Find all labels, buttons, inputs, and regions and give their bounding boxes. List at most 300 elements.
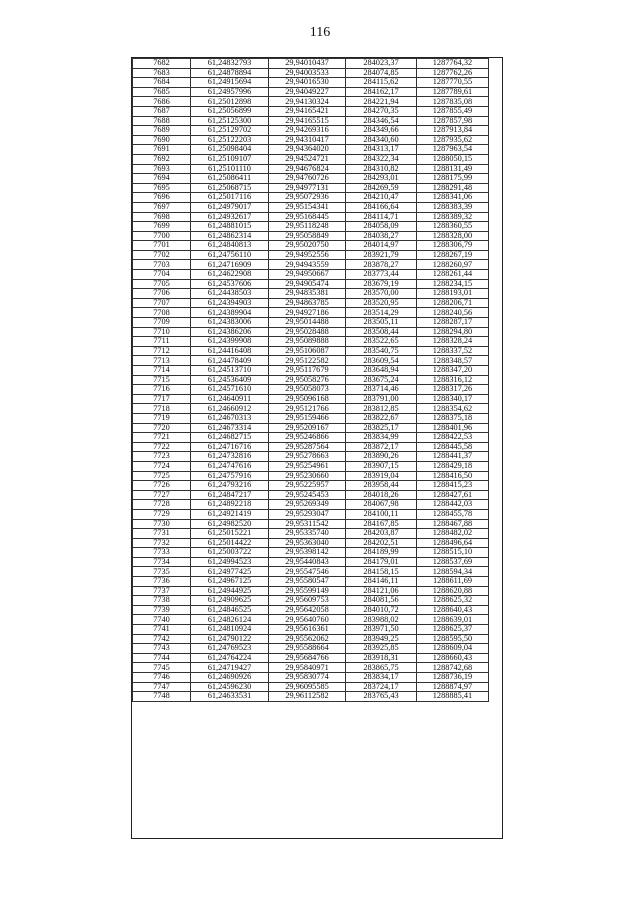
- table-cell: 284167,85: [346, 519, 417, 529]
- table-cell: 7687: [133, 106, 191, 116]
- table-cell: 7740: [133, 615, 191, 625]
- table-cell: 283919,04: [346, 471, 417, 481]
- table-cell: 29,95269349: [269, 500, 346, 510]
- table-cell: 29,95096168: [269, 394, 346, 404]
- table-cell: 61,25101110: [191, 164, 269, 174]
- table-cell: 61,25098404: [191, 145, 269, 155]
- table-row: [133, 423, 489, 433]
- table-cell: 7725: [133, 471, 191, 481]
- table-cell: 283958,44: [346, 481, 417, 491]
- table-row: [133, 490, 489, 500]
- table-cell: 7737: [133, 586, 191, 596]
- table-row: [133, 212, 489, 222]
- table-cell: 61,24438503: [191, 289, 269, 299]
- table-cell: 1288267,19: [417, 250, 489, 260]
- table-cell: 29,95840971: [269, 663, 346, 673]
- table-cell: 283907,15: [346, 461, 417, 471]
- table-cell: 1288294,80: [417, 327, 489, 337]
- table-cell: 61,24389904: [191, 308, 269, 318]
- table-cell: 61,24909625: [191, 596, 269, 606]
- table-row: [133, 394, 489, 404]
- table-cell: 7723: [133, 452, 191, 462]
- table-cell: 61,24386206: [191, 327, 269, 337]
- table-cell: 7705: [133, 279, 191, 289]
- table-cell: 7722: [133, 442, 191, 452]
- table-cell: 284158,15: [346, 567, 417, 577]
- table-row: [133, 577, 489, 587]
- table-cell: 1288261,44: [417, 270, 489, 280]
- table-row: [133, 97, 489, 107]
- table-cell: 29,94010437: [269, 59, 346, 69]
- table-cell: 1288640,43: [417, 605, 489, 615]
- table-cell: 61,25068715: [191, 183, 269, 193]
- table-cell: 7721: [133, 433, 191, 443]
- table-row: [133, 634, 489, 644]
- table-cell: 7745: [133, 663, 191, 673]
- table-row: [133, 298, 489, 308]
- table-row: [133, 308, 489, 318]
- table-cell: 29,95154341: [269, 202, 346, 212]
- table-cell: 29,95020750: [269, 241, 346, 251]
- table-cell: 1288609,04: [417, 644, 489, 654]
- table-cell: 61,24769523: [191, 644, 269, 654]
- table-cell: 1288316,12: [417, 375, 489, 385]
- table-cell: 61,24682715: [191, 433, 269, 443]
- table-row: [133, 279, 489, 289]
- table-cell: 284346,54: [346, 116, 417, 126]
- table-cell: 1288625,32: [417, 596, 489, 606]
- table-cell: 61,24690926: [191, 673, 269, 683]
- table-cell: 284121,06: [346, 586, 417, 596]
- table-cell: 283872,17: [346, 442, 417, 452]
- table-cell: 7685: [133, 87, 191, 97]
- table-cell: 29,95547546: [269, 567, 346, 577]
- table-cell: 61,24847217: [191, 490, 269, 500]
- table-cell: 7691: [133, 145, 191, 155]
- table-cell: 61,24826124: [191, 615, 269, 625]
- table-cell: 7726: [133, 481, 191, 491]
- table-cell: 29,94950667: [269, 270, 346, 280]
- table-cell: 1287855,49: [417, 106, 489, 116]
- table-cell: 1288620,88: [417, 586, 489, 596]
- table-cell: 61,24633531: [191, 692, 269, 702]
- table-row: [133, 270, 489, 280]
- table-cell: 284023,37: [346, 59, 417, 69]
- table-cell: 1288416,50: [417, 471, 489, 481]
- table-cell: 29,95209167: [269, 423, 346, 433]
- table-cell: 284018,26: [346, 490, 417, 500]
- table-cell: 61,24670313: [191, 413, 269, 423]
- table-cell: 29,95363040: [269, 538, 346, 548]
- table-cell: 284293,01: [346, 174, 417, 184]
- table-cell: 29,95562062: [269, 634, 346, 644]
- table-cell: 61,24982520: [191, 519, 269, 529]
- table-row: [133, 548, 489, 558]
- table-cell: 61,24571610: [191, 385, 269, 395]
- table-row: [133, 605, 489, 615]
- table-cell: 7692: [133, 154, 191, 164]
- table-cell: 29,96095585: [269, 682, 346, 692]
- table-row: [133, 183, 489, 193]
- table-cell: 284313,17: [346, 145, 417, 155]
- table-cell: 284067,98: [346, 500, 417, 510]
- table-cell: 283648,94: [346, 366, 417, 376]
- table-cell: 61,24832793: [191, 59, 269, 69]
- table-cell: 61,24478409: [191, 356, 269, 366]
- table-row: [133, 673, 489, 683]
- table-cell: 29,94676824: [269, 164, 346, 174]
- table-cell: 1288287,17: [417, 318, 489, 328]
- table-cell: 283834,99: [346, 433, 417, 443]
- table-cell: 1288625,37: [417, 625, 489, 635]
- table-cell: 7699: [133, 222, 191, 232]
- table-row: [133, 413, 489, 423]
- table-cell: 29,94927186: [269, 308, 346, 318]
- table-cell: 61,25017116: [191, 193, 269, 203]
- table-cell: 61,24944925: [191, 586, 269, 596]
- table-cell: 29,94905474: [269, 279, 346, 289]
- table-cell: 29,94003533: [269, 68, 346, 78]
- table-cell: 284221,94: [346, 97, 417, 107]
- table-cell: 29,95089888: [269, 337, 346, 347]
- table-cell: 1287789,61: [417, 87, 489, 97]
- table-row: [133, 500, 489, 510]
- table-row: [133, 327, 489, 337]
- table-cell: 284166,64: [346, 202, 417, 212]
- table-cell: 61,24416408: [191, 346, 269, 356]
- table-cell: 61,24513710: [191, 366, 269, 376]
- table-cell: 283918,31: [346, 653, 417, 663]
- table-cell: 7746: [133, 673, 191, 683]
- table-cell: 283520,95: [346, 298, 417, 308]
- table-cell: 7684: [133, 78, 191, 88]
- table-cell: 7733: [133, 548, 191, 558]
- table-cell: 7734: [133, 557, 191, 567]
- table-cell: 283921,79: [346, 250, 417, 260]
- table-cell: 283724,17: [346, 682, 417, 692]
- table-row: [133, 174, 489, 184]
- table-cell: 1288442,03: [417, 500, 489, 510]
- table-cell: 1288885,41: [417, 692, 489, 702]
- table-row: [133, 644, 489, 654]
- table-cell: 61,25109107: [191, 154, 269, 164]
- table-row: [133, 87, 489, 97]
- table-cell: 61,24383006: [191, 318, 269, 328]
- table-row: [133, 337, 489, 347]
- table-cell: 1288206,71: [417, 298, 489, 308]
- table-cell: 61,25056899: [191, 106, 269, 116]
- table-cell: 1288260,97: [417, 260, 489, 270]
- table-cell: 29,94835381: [269, 289, 346, 299]
- table-cell: 284189,99: [346, 548, 417, 558]
- table-cell: 1288234,15: [417, 279, 489, 289]
- table-cell: 284074,85: [346, 68, 417, 78]
- table-cell: 29,95684766: [269, 653, 346, 663]
- table-row: [133, 241, 489, 251]
- table-cell: 1288383,39: [417, 202, 489, 212]
- table-cell: 1288375,18: [417, 413, 489, 423]
- table-cell: 1288441,37: [417, 452, 489, 462]
- table-cell: 284038,27: [346, 231, 417, 241]
- table-cell: 61,24536409: [191, 375, 269, 385]
- table-row: [133, 529, 489, 539]
- table-cell: 7717: [133, 394, 191, 404]
- table-cell: 7709: [133, 318, 191, 328]
- table-cell: 1287835,08: [417, 97, 489, 107]
- table-cell: 284270,35: [346, 106, 417, 116]
- table-cell: 1288131,49: [417, 164, 489, 174]
- table-cell: 1288595,50: [417, 634, 489, 644]
- table-cell: 61,24673314: [191, 423, 269, 433]
- table-row: [133, 586, 489, 596]
- table-cell: 1288317,26: [417, 385, 489, 395]
- table-row: [133, 154, 489, 164]
- table-cell: 7713: [133, 356, 191, 366]
- table-cell: 61,24640911: [191, 394, 269, 404]
- table-cell: 29,95058073: [269, 385, 346, 395]
- table-cell: 1287963,54: [417, 145, 489, 155]
- table-cell: 1288467,88: [417, 519, 489, 529]
- table-cell: 61,24846525: [191, 605, 269, 615]
- table-cell: 1288360,55: [417, 222, 489, 232]
- table-cell: 7697: [133, 202, 191, 212]
- table-cell: 61,24660912: [191, 404, 269, 414]
- table-cell: 61,24399908: [191, 337, 269, 347]
- table-row: [133, 509, 489, 519]
- table-cell: 7719: [133, 413, 191, 423]
- table-cell: 29,95246866: [269, 433, 346, 443]
- table-cell: 1288639,01: [417, 615, 489, 625]
- table-cell: 61,24537606: [191, 279, 269, 289]
- table-cell: 283878,27: [346, 260, 417, 270]
- table-row: [133, 59, 489, 69]
- table-row: [133, 375, 489, 385]
- table-cell: 61,24957996: [191, 87, 269, 97]
- table-row: [133, 222, 489, 232]
- table-cell: 29,95058276: [269, 375, 346, 385]
- table-cell: 29,94016530: [269, 78, 346, 88]
- table-cell: 29,94269316: [269, 126, 346, 136]
- table-cell: 284058,09: [346, 222, 417, 232]
- table-row: [133, 260, 489, 270]
- table-cell: 61,24747616: [191, 461, 269, 471]
- table-cell: 29,95117679: [269, 366, 346, 376]
- table-cell: 29,94130324: [269, 97, 346, 107]
- table-cell: 1288537,69: [417, 557, 489, 567]
- table-row: [133, 615, 489, 625]
- table-cell: 7744: [133, 653, 191, 663]
- table-cell: 7701: [133, 241, 191, 251]
- table-cell: 29,95225957: [269, 481, 346, 491]
- table-cell: 284081,56: [346, 596, 417, 606]
- table-cell: 29,94863785: [269, 298, 346, 308]
- table-cell: 61,24840813: [191, 241, 269, 251]
- table-cell: 61,24810924: [191, 625, 269, 635]
- table-cell: 29,95640760: [269, 615, 346, 625]
- table-cell: 283714,46: [346, 385, 417, 395]
- table-cell: 29,95287564: [269, 442, 346, 452]
- table-cell: 61,24732816: [191, 452, 269, 462]
- table-cell: 7682: [133, 59, 191, 69]
- table-cell: 1288742,68: [417, 663, 489, 673]
- table-cell: 283514,29: [346, 308, 417, 318]
- table-row: [133, 202, 489, 212]
- table-cell: 1287762,26: [417, 68, 489, 78]
- table-cell: 7718: [133, 404, 191, 414]
- table-cell: 61,24793216: [191, 481, 269, 491]
- table-cell: 29,95028488: [269, 327, 346, 337]
- table-row: [133, 471, 489, 481]
- table-cell: 1288415,23: [417, 481, 489, 491]
- table-cell: 7727: [133, 490, 191, 500]
- table-row: [133, 356, 489, 366]
- table-cell: 29,95588664: [269, 644, 346, 654]
- table-cell: 1287935,62: [417, 135, 489, 145]
- table-cell: 1288496,64: [417, 538, 489, 548]
- table-body: [133, 59, 489, 702]
- table-cell: 29,95440843: [269, 557, 346, 567]
- table-cell: 29,94364020: [269, 145, 346, 155]
- table-cell: 61,25014422: [191, 538, 269, 548]
- table-cell: 284322,34: [346, 154, 417, 164]
- table-cell: 61,24878894: [191, 68, 269, 78]
- table-cell: 7702: [133, 250, 191, 260]
- table-cell: 61,24764224: [191, 653, 269, 663]
- table-row: [133, 106, 489, 116]
- table-cell: 284202,51: [346, 538, 417, 548]
- table-frame: [131, 57, 503, 839]
- table-cell: 7731: [133, 529, 191, 539]
- table-cell: 7689: [133, 126, 191, 136]
- table-cell: 7739: [133, 605, 191, 615]
- table-cell: 61,25003722: [191, 548, 269, 558]
- table-cell: 283570,00: [346, 289, 417, 299]
- table-cell: 1288594,34: [417, 567, 489, 577]
- table-cell: 61,24757916: [191, 471, 269, 481]
- table-cell: 283925,85: [346, 644, 417, 654]
- table-cell: 283540,75: [346, 346, 417, 356]
- table-cell: 29,95335740: [269, 529, 346, 539]
- table-cell: 29,95580547: [269, 577, 346, 587]
- page-number: 116: [309, 25, 331, 40]
- table-row: [133, 653, 489, 663]
- table-cell: 7714: [133, 366, 191, 376]
- table-cell: 284014,97: [346, 241, 417, 251]
- table-cell: 1288348,57: [417, 356, 489, 366]
- table-cell: 283825,17: [346, 423, 417, 433]
- table-cell: 7708: [133, 308, 191, 318]
- table-cell: 29,95599149: [269, 586, 346, 596]
- table-row: [133, 625, 489, 635]
- table-cell: 284203,87: [346, 529, 417, 539]
- table-cell: 1288422,53: [417, 433, 489, 443]
- table-cell: 61,24719427: [191, 663, 269, 673]
- table-cell: 283949,25: [346, 634, 417, 644]
- table-cell: 29,95278663: [269, 452, 346, 462]
- table-cell: 1287770,55: [417, 78, 489, 88]
- table-cell: 283834,17: [346, 673, 417, 683]
- table-cell: 7742: [133, 634, 191, 644]
- table-cell: 283522,65: [346, 337, 417, 347]
- table-cell: 1287913,84: [417, 126, 489, 136]
- table-cell: 7712: [133, 346, 191, 356]
- table-cell: 1288736,19: [417, 673, 489, 683]
- table-cell: 283609,54: [346, 356, 417, 366]
- table-cell: 61,24915694: [191, 78, 269, 88]
- table-cell: 7748: [133, 692, 191, 702]
- table-cell: 61,24881015: [191, 222, 269, 232]
- table-cell: 61,25086411: [191, 174, 269, 184]
- table-cell: 1288193,01: [417, 289, 489, 299]
- table-cell: 29,94310417: [269, 135, 346, 145]
- table-cell: 29,94524721: [269, 154, 346, 164]
- table-cell: 1288175,99: [417, 174, 489, 184]
- table-cell: 283812,85: [346, 404, 417, 414]
- table-cell: 1288306,79: [417, 241, 489, 251]
- table-row: [133, 682, 489, 692]
- table-row: [133, 692, 489, 702]
- table-cell: 7706: [133, 289, 191, 299]
- table-row: [133, 538, 489, 548]
- table-cell: 7736: [133, 577, 191, 587]
- table-cell: 1288328,24: [417, 337, 489, 347]
- table-cell: 1288874,97: [417, 682, 489, 692]
- table-cell: 1288482,02: [417, 529, 489, 539]
- table-cell: 7730: [133, 519, 191, 529]
- table-cell: 284162,17: [346, 87, 417, 97]
- table-row: [133, 663, 489, 673]
- table-cell: 1287764,32: [417, 59, 489, 69]
- table-cell: 7743: [133, 644, 191, 654]
- table-cell: 29,95293047: [269, 509, 346, 519]
- table-cell: 7693: [133, 164, 191, 174]
- table-row: [133, 318, 489, 328]
- table-cell: 61,24994523: [191, 557, 269, 567]
- table-cell: 284115,62: [346, 78, 417, 88]
- table-cell: 284010,72: [346, 605, 417, 615]
- table-row: [133, 567, 489, 577]
- table-row: [133, 126, 489, 136]
- table-cell: 29,94943559: [269, 260, 346, 270]
- table-cell: 61,24756110: [191, 250, 269, 260]
- table-row: [133, 145, 489, 155]
- table-cell: 7700: [133, 231, 191, 241]
- table-cell: 7720: [133, 423, 191, 433]
- table-cell: 61,25012898: [191, 97, 269, 107]
- table-cell: 1288347,20: [417, 366, 489, 376]
- table-cell: 284114,71: [346, 212, 417, 222]
- table-cell: 29,95106087: [269, 346, 346, 356]
- table-cell: 283508,44: [346, 327, 417, 337]
- table-cell: 1288515,10: [417, 548, 489, 558]
- table-cell: 1288050,15: [417, 154, 489, 164]
- table-cell: 1288445,58: [417, 442, 489, 452]
- table-row: [133, 164, 489, 174]
- table-cell: 61,24622908: [191, 270, 269, 280]
- table-row: [133, 385, 489, 395]
- table-row: [133, 519, 489, 529]
- table-cell: 283865,75: [346, 663, 417, 673]
- table-cell: 61,24979017: [191, 202, 269, 212]
- coordinates-table: [132, 58, 489, 702]
- table-cell: 283988,02: [346, 615, 417, 625]
- table-row: [133, 289, 489, 299]
- table-cell: 1288328,00: [417, 231, 489, 241]
- table-row: [133, 68, 489, 78]
- table-cell: 284210,47: [346, 193, 417, 203]
- table-cell: 29,95121766: [269, 404, 346, 414]
- table-cell: 1288337,52: [417, 346, 489, 356]
